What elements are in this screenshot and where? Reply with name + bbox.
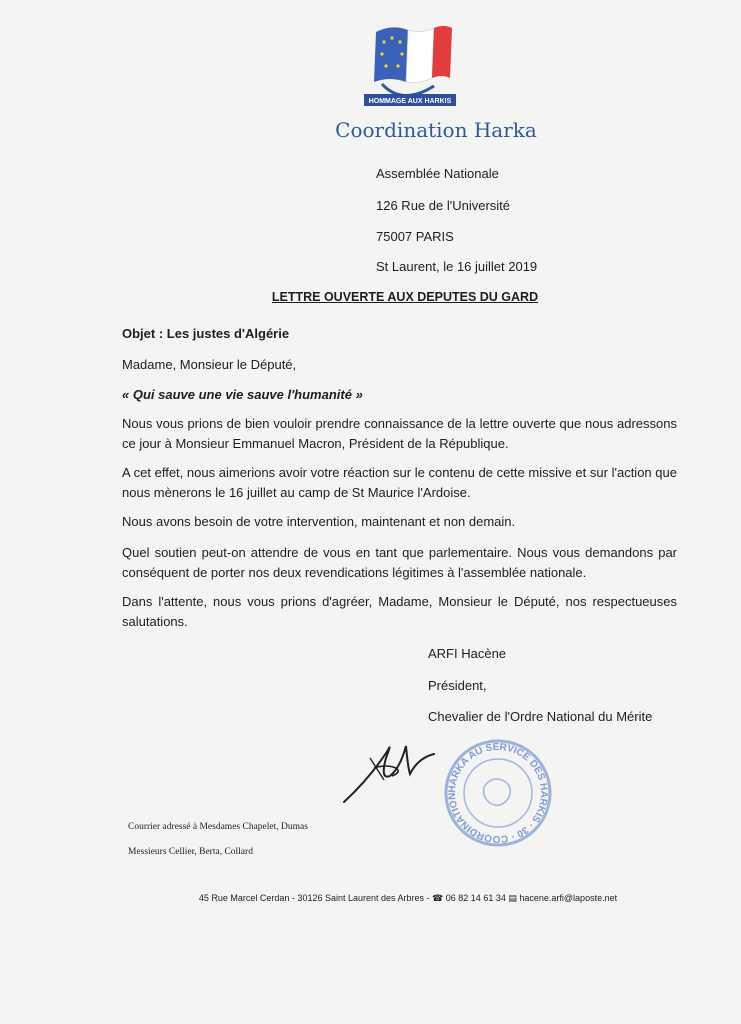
svg-text:HARKA AU SERVICE DES HARKIS · [447, 742, 549, 844]
organization-name: Coordination Harka [335, 118, 537, 142]
footer [0, 893, 741, 904]
footer-address: 45 Rue Marcel Cerdan - 30126 Saint Laurent des Arbres - [198, 893, 430, 903]
copies-line-2: Messieurs Cellier, Berta, Collard [128, 847, 253, 857]
paragraph-1: Nous vous prions de bien vouloir prendre connaissance de la lettre ouverte que nous adressons ce jour à Monsieur Emmanuel Macron, Président de la République. [122, 416, 677, 451]
signatory-name: ARFI Hacène [428, 646, 507, 661]
quote-line: « Qui sauve une vie sauve l'humanité » [122, 387, 363, 402]
recipient-line-3: 75007 PARIS [376, 229, 454, 244]
paragraph-4: Quel soutien peut-on attendre de vous en tant que parlementaire. Nous vous demandons par conséquent de porter nos deux revendications légitimes à l'assemblée nationale. [122, 545, 677, 580]
harkis-flag-logo [362, 20, 458, 112]
letter-heading: LETTRE OUVERTE AUX DEPUTES DU GARD [271, 290, 539, 304]
paragraph-2: A cet effet, nous aimerions avoir votre réaction sur le contenu de cette missive et sur l'action que nous mènerons le 16 juillet au camp de St Maurice l'Ardoise. [122, 465, 677, 500]
paragraph-5: Dans l'attente, nous vous prions d'agréer, Madame, Monsieur le Député, nos respectueuses salutations. [122, 594, 677, 629]
signatory-distinction: Chevalier de l'Ordre National du Mérite [428, 709, 653, 724]
copies-line-1: Courrier adressé à Mesdames Chapelet, Dumas [128, 822, 308, 832]
fax-icon: ▤ [508, 893, 517, 903]
recipient-line-2: 126 Rue de l'Université [376, 198, 510, 213]
handwritten-signature [330, 728, 450, 808]
footer-email: hacene.arfi@laposte.net [519, 893, 618, 903]
paragraph-3: Nous avons besoin de votre intervention, maintenant et non demain. [122, 514, 516, 529]
salutation: Madame, Monsieur le Député, [122, 357, 297, 372]
footer-phone: 06 82 14 61 34 [445, 893, 506, 903]
signatory-title: Président, [428, 678, 487, 693]
recipient-line-1: Assemblée Nationale [376, 166, 499, 181]
association-stamp [442, 737, 554, 849]
subject-line: Objet : Les justes d'Algérie [122, 326, 290, 341]
phone-icon: ☎ [432, 893, 444, 903]
date-line: St Laurent, le 16 juillet 2019 [376, 259, 538, 274]
logo-caption: HOMMAGE AUX HARKIS [368, 98, 452, 105]
stamp-text: HARKA AU SERVICE DES HARKIS · 30 · COORDINATION [446, 741, 550, 845]
